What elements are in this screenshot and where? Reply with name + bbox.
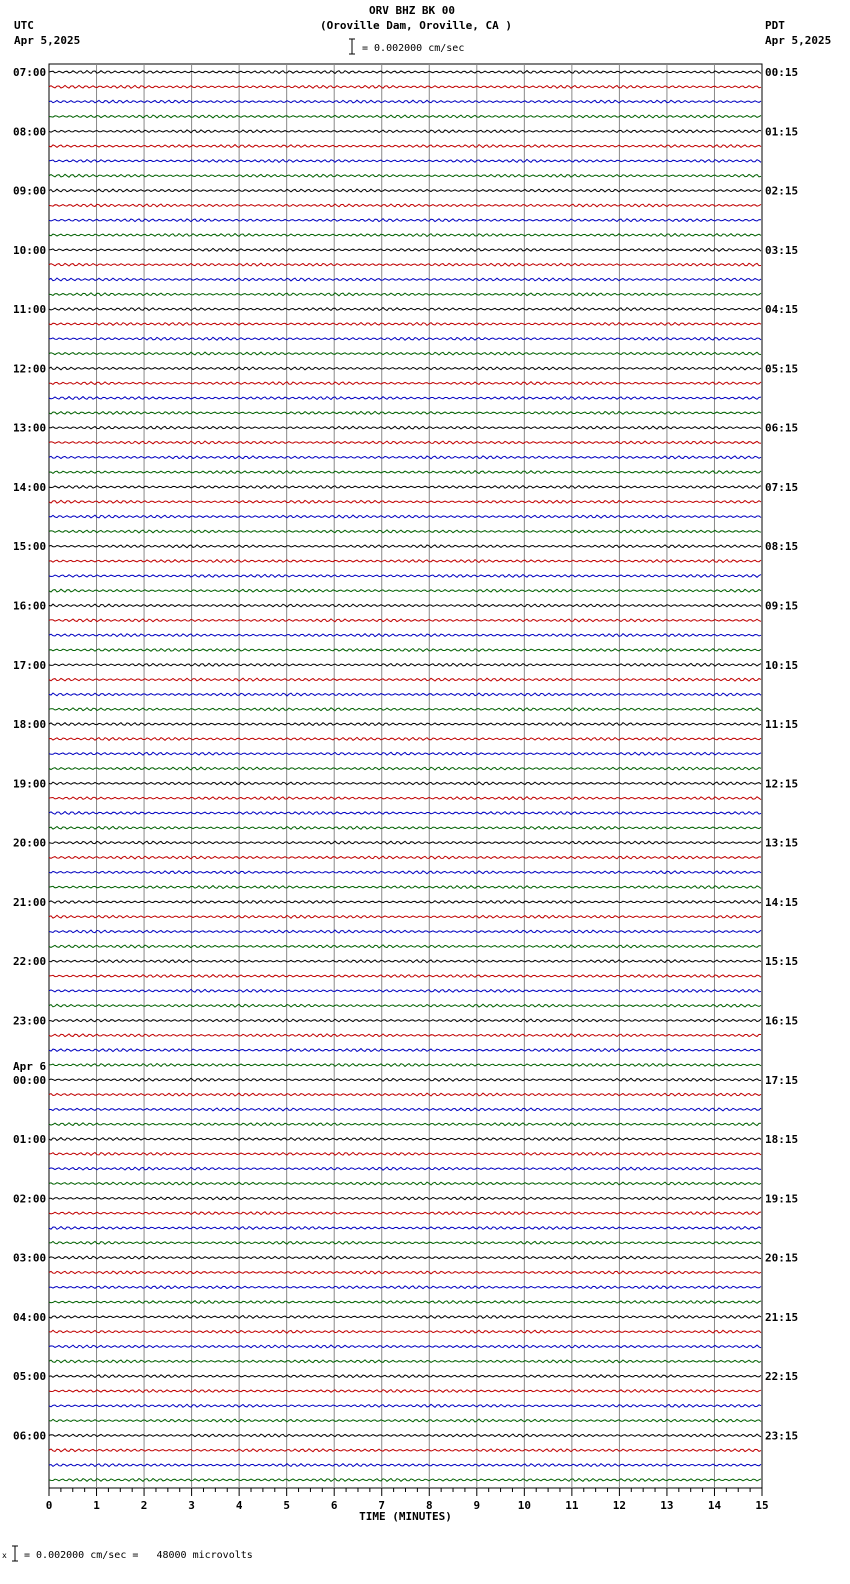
day-change-label: Apr 6 <box>13 1059 47 1073</box>
x-tick-label: 8 <box>425 1499 433 1512</box>
x-tick-label: 2 <box>140 1499 148 1512</box>
pdt-hour-label: 13:15 <box>765 836 799 850</box>
utc-hour-label: 12:00 <box>13 362 47 376</box>
x-tick-label: 11 <box>565 1499 579 1512</box>
pdt-hour-label: 19:15 <box>765 1192 799 1206</box>
utc-hour-label: 18:00 <box>13 718 47 732</box>
x-tick-label: 3 <box>188 1499 195 1512</box>
pdt-hour-label: 00:15 <box>765 66 799 79</box>
pdt-hour-label: 15:15 <box>765 955 799 969</box>
utc-hour-label: 21:00 <box>13 895 47 909</box>
x-tick-label: 15 <box>755 1499 769 1512</box>
x-tick-label: 10 <box>517 1499 531 1512</box>
pdt-hour-label: 05:15 <box>765 362 799 376</box>
x-axis-label: TIME (MINUTES) <box>359 1510 452 1523</box>
station-location: (Oroville Dam, Oroville, CA ) <box>319 19 513 32</box>
pdt-hour-label: 12:15 <box>765 777 799 791</box>
utc-hour-label: 11:00 <box>13 303 47 317</box>
pdt-hour-label: 20:15 <box>765 1251 799 1265</box>
plot-frame <box>49 64 762 1488</box>
x-tick-label: 7 <box>378 1499 386 1512</box>
pdt-hour-label: 07:15 <box>765 480 799 494</box>
left-timezone: UTC <box>14 19 34 32</box>
utc-hour-label: 14:00 <box>13 480 47 494</box>
utc-hour-label: 10:00 <box>13 243 47 257</box>
utc-hour-label: 15:00 <box>13 540 47 554</box>
pdt-hour-label: 03:15 <box>765 243 799 257</box>
pdt-hour-label: 18:15 <box>765 1133 799 1147</box>
utc-hour-label: 08:00 <box>13 125 47 139</box>
pdt-hour-label: 22:15 <box>765 1370 799 1384</box>
utc-hour-label: 22:00 <box>13 955 47 969</box>
x-tick-label: 0 <box>45 1499 53 1512</box>
utc-hour-label: 20:00 <box>13 836 47 850</box>
pdt-hour-label: 01:15 <box>765 125 799 139</box>
x-tick-label: 5 <box>283 1499 290 1512</box>
utc-hour-label: 06:00 <box>13 1429 47 1443</box>
right-date: Apr 5,2025 <box>765 34 832 47</box>
x-tick-label: 13 <box>660 1499 674 1512</box>
pdt-hour-label: 02:15 <box>765 184 799 198</box>
pdt-hour-label: 17:15 <box>765 1073 799 1087</box>
x-tick-label: 1 <box>93 1499 100 1512</box>
utc-hour-label: 07:00 <box>13 66 47 79</box>
utc-hour-label: 19:00 <box>13 777 47 791</box>
pdt-hour-label: 09:15 <box>765 599 799 613</box>
scale-label: = 0.002000 cm/sec <box>362 43 465 54</box>
pdt-hour-label: 23:15 <box>765 1429 799 1443</box>
x-tick-label: 4 <box>235 1499 243 1512</box>
pdt-hour-label: 16:15 <box>765 1014 799 1028</box>
utc-hour-label: 00:00 <box>13 1073 47 1087</box>
utc-hour-label: 16:00 <box>13 599 47 613</box>
utc-hour-label: 17:00 <box>13 658 47 672</box>
x-tick-label: 9 <box>473 1499 481 1512</box>
x-tick-label: 12 <box>612 1499 627 1512</box>
pdt-hour-label: 04:15 <box>765 303 799 317</box>
utc-hour-label: 05:00 <box>13 1370 47 1384</box>
footer-scale-note: = 0.002000 cm/sec = 48000 microvolts <box>24 1550 253 1561</box>
pdt-hour-label: 10:15 <box>765 658 799 672</box>
x-tick-label: 14 <box>707 1499 722 1512</box>
utc-hour-label: 23:00 <box>13 1014 47 1028</box>
utc-hour-label: 01:00 <box>13 1133 47 1147</box>
footer-scale-bar-icon <box>10 1545 20 1563</box>
utc-hour-label: 02:00 <box>13 1192 47 1206</box>
pdt-hour-label: 08:15 <box>765 540 799 554</box>
utc-hour-label: 04:00 <box>13 1310 47 1324</box>
pdt-hour-label: 14:15 <box>765 895 799 909</box>
chart-title: ORV BHZ BK 00 <box>368 4 456 17</box>
pdt-hour-label: 06:15 <box>765 421 799 435</box>
footer-prefix: x <box>2 1551 7 1560</box>
pdt-hour-label: 21:15 <box>765 1310 799 1324</box>
pdt-hour-label: 11:15 <box>765 718 799 732</box>
utc-hour-label: 09:00 <box>13 184 47 198</box>
x-tick-label: 6 <box>330 1499 338 1512</box>
left-date: Apr 5,2025 <box>14 34 81 47</box>
utc-hour-label: 03:00 <box>13 1251 47 1265</box>
right-timezone: PDT <box>765 19 785 32</box>
utc-hour-label: 13:00 <box>13 421 47 435</box>
